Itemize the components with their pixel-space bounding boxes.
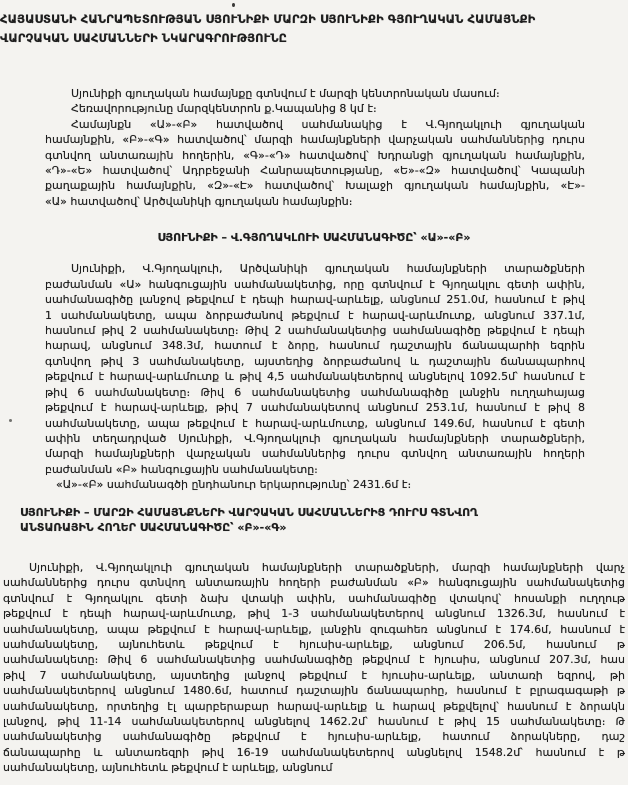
- section1-line: Սյունիքի, Վ.Գյողակլուի, Արծվանիկի գյուղական համայնքների տարածքների: [71, 262, 585, 276]
- section1-line: թիվ 6 սահմանակետը։ Թիվ 6 սահմանակետից սահմանագիծը լանջին ուղղահայաց: [45, 385, 585, 399]
- section1-line: հասնում թիվ 2 սահմանակետը։ Թիվ 2 սահմանակետից սահմանագիծը թեքվում է դեպի: [45, 324, 585, 338]
- section2-line: թեքվում է դեպի հարավ-արևմուտք, թիվ 1-3 սահմանակետերով անցնում 1326.3մ, հասնում է: [3, 607, 625, 621]
- section2-heading-line: ՍՅՈՒՆԻՔԻ – ՄԱՐԶԻ ՀԱՄԱՅՆՔՆԵՐԻ ՎԱՐՉԱԿԱՆ ՍԱՀՄԱՆՆԵՐԻՑ ԴՈՒՐՍ ԳՏՆՎՈՂ: [20, 505, 478, 519]
- section2-heading-line: ԱՆՏԱՌԱՅԻՆ ՀՈՂԵՐ ՍԱՀՄԱՆԱԳԻԾԸ՝ «Բ»-«Գ»: [20, 520, 287, 534]
- section1-line: հարավ, անցնում 348.3մ, հատում է ձորը, հասնում դաշտային ճանապարհի եզրին: [45, 339, 585, 353]
- section2-line: սահմանակետերով անցնում 1480.6մ, հատում դաշտային ճանապարհը, հասնում է բլրագագաթի թ: [3, 684, 625, 698]
- intro-paragraph: [45, 86, 585, 209]
- scan-artifact-dot: [232, 3, 235, 7]
- section1-line: 1 սահմանակետը, ապա ձորբաժանով թեքվում է հարավ-արևմուտք, անցնում 337.1մ,: [45, 308, 585, 322]
- intro-line: գտնվող անտառային հողերին, «Գ»-«Դ» հատվածով՝ Խդրանցի գյուղական համայնքին,: [45, 148, 585, 162]
- document-title-line: ՎԱՐՉԱԿԱՆ ՍԱՀՄԱՆՆԵՐԻ ՆԿԱՐԱԳՐՈՒԹՅՈՒՆԸ: [0, 31, 288, 45]
- scan-artifact-dot: [9, 419, 12, 422]
- section1-heading: ՍՅՈՒՆԻՔԻ – Վ.ԳՅՈՂԱԿԼՈՒԻ ՍԱՀՄԱՆԱԳԻԾԸ՝ «Ա»-«Բ»: [157, 231, 471, 245]
- section2-line: սահմանակետը, այնուհետև թեքվում է արևելք, անցնում: [3, 761, 333, 775]
- section1-line: գտնվող թիվ 3 սահմանակետը, այստեղից ձորբաժանով և դաշտային ճանապարհով: [45, 354, 585, 368]
- section2-line: սահմանակետից սահմանագիծը թեքվում է հյուսիս-արևելք, հատում ձորակները, դաշ: [3, 730, 625, 744]
- section1-line: թեքվում է հարավ-արևմուտք և թիվ 4,5 սահմանակետերով անցնելով 1092.5մ՝ հասնում է: [45, 370, 585, 384]
- intro-line: Հեռավորությունը մարզկենտրոն ք.Կապանից 8 կմ է։: [71, 102, 377, 116]
- document-title: [0, 10, 628, 48]
- intro-line: «Դ»-«Ե» հատվածով՝ Ադրբեջանի Հանրապետությանը, «Ե»-«Զ» հատվածով՝ Կապանի: [45, 164, 585, 178]
- section2-line: սահմաններից դուրս գտնվող անտառային հողերի բաժանման «Բ» հանգուցային սահմանակետից: [3, 576, 625, 590]
- section2-line: սահմանակետը, ապա թեքվում է հարավ-արևելք, լանջին զուգահեռ անցնում է 174.6մ, հասնում է: [3, 622, 625, 636]
- document-title-line: ՀԱՅԱՍՏԱՆԻ ՀԱՆՐԱՊԵՏՈՒԹՅԱՆ ՍՅՈՒՆԻՔԻ ՄԱՐԶԻ ՍՅՈՒՆԻՔԻ ԳՅՈՒՂԱԿԱՆ ՀԱՄԱՅՆՔԻ: [0, 12, 536, 26]
- section2-line: ճանապարհը և անտառեզրի թիվ 16-19 սահմանակետերով անցնելով 1548.2մ՝ հասնում է թ: [3, 745, 625, 759]
- section2-line: թիվ 7 սահմանակետը, այստեղից լանջով թեքվում է հյուսիս-արևելք, անտառի եզրով, թի: [3, 668, 625, 682]
- intro-line: քաղաքային համայնքին, «Զ»-«Է» հատվածով՝ Խալաջի գյուղական համայնքին, «Է»-: [45, 179, 585, 193]
- section2-line: սահմանակետը։ Թիվ 6 սահմանակետից սահմանագիծը թեքվում է հյուսիս, անցնում 207.3մ, հաս: [3, 653, 625, 667]
- section1-line: թեքվում է հարավ-արևելք, թիվ 7 սահմանակետով անցնում 253.1մ, հասնում է թիվ 8: [45, 401, 585, 415]
- section2-line: Սյունիքի, Վ.Գյողակլուի գյուղական համայնքների տարածքների, մարզի համայնքների վարչ: [29, 560, 625, 574]
- section2-line: լանջով, թիվ 11-14 սահմանակետերով անցնելով 1462.2մ՝ հասնում է թիվ 15 սահմանակետը։ Թ: [3, 715, 625, 729]
- intro-line: Համայնքն «Ա»-«Բ» հատվածով սահմանակից է Վ.Գյողակլուի գյուղական: [71, 117, 585, 131]
- section2-paragraph: [3, 560, 625, 776]
- section2-line: գտնվում է Գյողակլու գետի ձախ վտակի ափին, սահմանագիծը վտակով՝ հոսանքի ուղղութ: [3, 591, 625, 605]
- section1-line: բաժանման «Բ» հանգուցային սահմանակետը։: [45, 462, 318, 476]
- section1-line: սահմանագիծը լանջով թեքվում է դեպի հարավ-արևելք, անցնում 251.0մ, հասնում է թիվ: [45, 293, 585, 307]
- intro-line: Սյունիքի գյուղական համայնքը գտնվում է մարզի կենտրոնական մասում։: [71, 87, 500, 100]
- intro-line: համայնքին, «Բ»-«Գ» հատվածով՝ մարզի համայնքների վարչական սահմաններից դուրս: [45, 133, 585, 147]
- section1-line: ափին տեղադրված Սյունիքի, Վ.Գյողակլուի գյուղական համայնքների տարածքների,: [45, 431, 585, 445]
- section1-line: սահմանակետը, ապա թեքվում է հարավ-արևմուտք, անցնում 149.6մ, հասնում է գետի: [45, 416, 585, 430]
- section1-line: բաժանման «Ա» հանգուցային սահմանակետից, որը գտնվում է Գյողակլու գետի ափին,: [45, 277, 585, 291]
- section2-heading: [20, 505, 608, 535]
- section1-paragraph: [45, 261, 585, 477]
- section1-total-length: «Ա»-«Բ» սահմանագծի ընդհանուր երկարությունը՝ 2431.6մ է։: [56, 478, 412, 492]
- section2-line: սահմանակետը, այնուհետև թեքվում է հյուսիս-արևելք, անցնում 206.5մ, հասնում թ: [3, 637, 625, 651]
- intro-line: «Ա» հատվածով՝ Արծվանիկի գյուղական համայնքին։: [45, 194, 353, 208]
- section1-line: մարզի համայնքների վարչական սահմաններից դուրս գտնվող անտառային հողերի: [45, 447, 585, 461]
- section2-line: սահմանակետը, որտեղից էլ պարբերաբար հարավ-արևելք և հարավ թեքվելով՝ հասնում է ձորակն: [3, 699, 625, 713]
